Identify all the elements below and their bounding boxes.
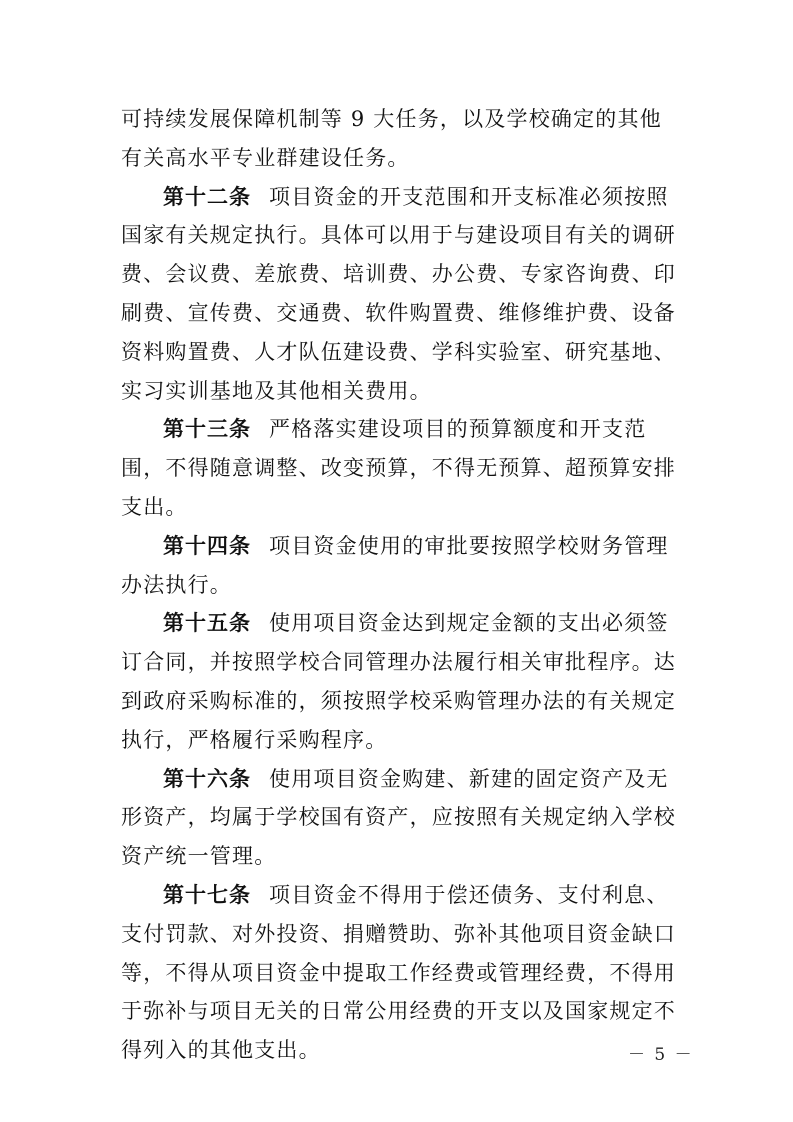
article-15 — [121, 604, 681, 759]
article-text: 使用项目资金购建、新建的固定资产及无形资产，均属于学校国有资产，应按照有关规定纳入学校资产统一管理。 — [121, 766, 676, 869]
article-number: 第十二条 — [163, 184, 251, 209]
article-12 — [121, 178, 681, 411]
paragraph-text: 可持续发展保障机制等 9 大任务，以及学校确定的其他有关高水平专业群建设任务。 — [121, 107, 662, 170]
article-number: 第十七条 — [163, 882, 251, 907]
page-number: － 5 － — [628, 1045, 694, 1065]
article-text: 项目资金不得用于偿还债务、支付利息、支付罚款、对外投资、捐赠赞助、弥补其他项目资金缺口等，不得从项目资金中提取工作经费或管理经费，不得用于弥补与项目无关的日常公用经费的开支以及国家规定不得列入的其他支出。 — [121, 882, 676, 1063]
article-text: 严格落实建设项目的预算额度和开支范围，不得随意调整、改变预算，不得无预算、超预算安排支出。 — [121, 417, 676, 519]
article-text: 使用项目资金达到规定金额的支出必须签订合同，并按照学校合同管理办法履行相关审批程序。达到政府采购标准的，须按照学校采购管理办法的有关规定执行，严格履行采购程序。 — [121, 611, 676, 752]
paragraph-continuation — [121, 100, 681, 178]
article-number: 第十六条 — [163, 766, 251, 791]
article-number: 第十五条 — [163, 611, 251, 636]
article-14 — [121, 527, 681, 605]
document-body — [121, 100, 681, 1070]
article-text: 项目资金的开支范围和开支标准必须按照国家有关规定执行。具体可以用于与建设项目有关的调研费、会议费、差旅费、培训费、办公费、专家咨询费、印刷费、宣传费、交通费、软件购置费、维修维护费、设备资料购置费、人才队伍建设费、学科实验室、研究基地、实习实训基地及其他相关费用。 — [121, 184, 676, 403]
article-number: 第十四条 — [163, 533, 251, 558]
article-17 — [121, 876, 681, 1070]
article-16 — [121, 760, 681, 876]
article-text: 项目资金使用的审批要按照学校财务管理办法执行。 — [121, 533, 669, 597]
article-13 — [121, 410, 681, 526]
article-number: 第十三条 — [163, 417, 251, 442]
